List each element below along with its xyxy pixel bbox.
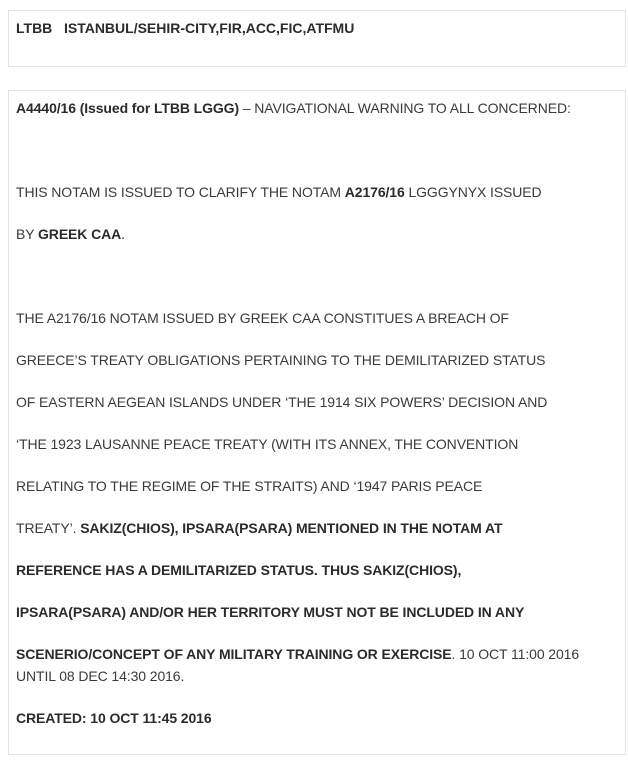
text-segment: THIS NOTAM IS ISSUED TO CLARIFY THE NOTAM	[16, 184, 345, 200]
paragraph2-line2: GREECE’S TREATY OBLIGATIONS PERTAINING TO THE DEMILITARIZED STATUS	[16, 352, 546, 368]
paragraph2-line9	[16, 646, 579, 662]
paragraph2-line8: IPSARA(PSARA) AND/OR HER TERRITORY MUST NOT BE INCLUDED IN ANY	[16, 604, 525, 620]
text-segment: BY	[16, 226, 39, 242]
text-segment: .	[121, 226, 125, 242]
text-segment: . 10 OCT 11:00 2016	[451, 646, 580, 662]
created-timestamp: CREATED: 10 OCT 11:45 2016	[16, 710, 212, 726]
paragraph2-line10: UNTIL 08 DEC 14:30 2016.	[16, 668, 185, 684]
header-line	[16, 20, 354, 36]
paragraph2-line7: REFERENCE HAS A DEMILITARIZED STATUS. THUS SAKIZ(CHIOS),	[16, 562, 462, 578]
paragraph2-line3: OF EASTERN AEGEAN ISLANDS UNDER ‘THE 1914 SIX POWERS’ DECISION AND	[16, 394, 548, 410]
bold-segment: SAKIZ(CHIOS), IPSARA(PSARA) MENTIONED IN THE NOTAM AT	[80, 520, 503, 536]
notam-body-box	[8, 90, 626, 755]
text-segment: TREATY’.	[16, 520, 81, 536]
facility-list: ISTANBUL/SEHIR-CITY,FIR,ACC,FIC,ATFMU	[63, 20, 355, 36]
location-code: LTBB	[16, 20, 53, 36]
paragraph2-line1: THE A2176/16 NOTAM ISSUED BY GREEK CAA CONSTITUES A BREACH OF	[16, 310, 509, 326]
referenced-notam: A2176/16	[344, 184, 405, 200]
notam-header-box	[8, 10, 626, 67]
text-segment: LGGGYNYX ISSUED	[404, 184, 542, 200]
notam-title-line	[16, 100, 571, 116]
bold-segment: SCENERIO/CONCEPT OF ANY MILITARY TRAINING OR EXERCISE	[16, 646, 452, 662]
warning-text: – NAVIGATIONAL WARNING TO ALL CONCERNED:	[239, 100, 571, 116]
paragraph2-line5: RELATING TO THE REGIME OF THE STRAITS) AND ‘1947 PARIS PEACE	[16, 478, 483, 494]
notam-id: A4440/16 (Issued for LTBB LGGG)	[16, 100, 240, 116]
paragraph2-line4: ‘THE 1923 LAUSANNE PEACE TREATY (WITH ITS ANNEX, THE CONVENTION	[16, 436, 519, 452]
paragraph1-line1	[16, 184, 542, 200]
authority-name: GREEK CAA	[38, 226, 122, 242]
paragraph1-line2	[16, 226, 125, 242]
paragraph2-line6	[16, 520, 502, 536]
